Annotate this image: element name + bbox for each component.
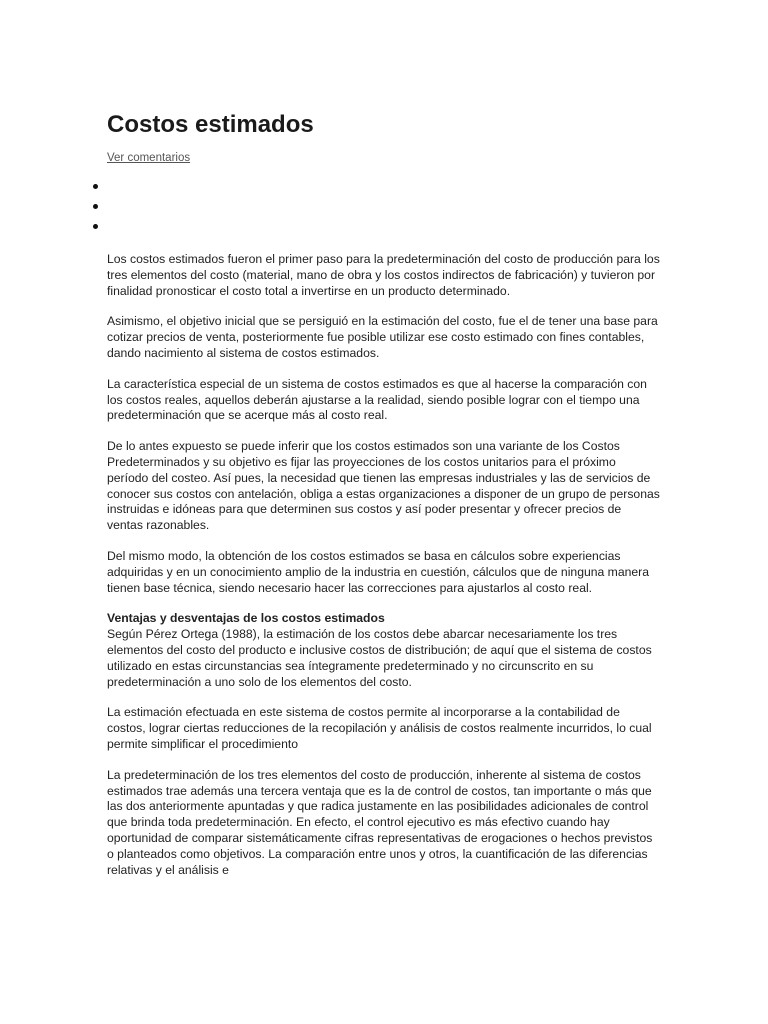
section-heading: Ventajas y desventajas de los costos estimados [107, 611, 385, 626]
paragraph: Los costos estimados fueron el primer paso para la predeterminación del costo de producción para los tres elementos del costo (material, mano de obra y los costos indirectos de fabricación) y tuvieron por finalidad pronosticar el costo total a invertirse en un producto determinado. [107, 252, 660, 298]
paragraph: La estimación efectuada en este sistema de costos permite al incorporarse a la contabilidad de costos, lograr ciertas reducciones de la recopilación y análisis de costos realmente incurridos, lo cual permite simplificar el procedimiento [107, 705, 652, 751]
paragraph: La predeterminación de los tres elementos del costo de producción, inherente al sistema de costos estimados trae además una tercera ventaja que es la de control de costos, tan importante o más que las dos anteriormente apuntadas y que radica justamente en las posibilidades adicionales de control que brinda toda predeterminación. En efecto, el control ejecutivo es más efectivo cuando hay oportunidad de comparar sistemáticamente cifras representativas de erogaciones o hechos previstos o planteados como objetivos. La comparación entre unos y otros, la cuantificación de las diferencias relativas y el análisis e [107, 767, 653, 877]
paragraph: La característica especial de un sistema de costos estimados es que al hacerse la comparación con los costos reales, aquellos deberán ajustarse a la realidad, siendo posible lograr con el tiempo una predeterminación que se acerque más al costo real. [107, 376, 647, 423]
page-title: Costos estimados [107, 111, 314, 138]
share-bullet-list [93, 178, 646, 238]
article-body [107, 252, 660, 878]
paragraph: De lo antes expuesto se puede inferir que los costos estimados son una variante de los Costos Predeterminados y su objetivo es fijar las proyecciones de los costos unitarios para el próximo período del costeo. Así pues, la necesidad que tienen las empresas industriales y las de servicios de conocer sus costos con antelación, obliga a estas organizaciones a disponer de un grupo de personas instruidas e idóneas para que determinen sus costos y así poder presentar y ofrecer precios de ventas razonables. [107, 439, 660, 533]
bullet-item [93, 198, 646, 218]
bullet-item [93, 218, 646, 238]
section-block [107, 611, 660, 690]
paragraph: Asimismo, el objetivo inicial que se persiguió en la estimación del costo, fue el de tener una base para cotizar precios de venta, posteriormente fue posible utilizar ese costo estimado con fines contables, dando nacimiento al sistema de costos estimados. [107, 314, 658, 360]
section-intro: Según Pérez Ortega (1988), la estimación de los costos debe abarcar necesariamente los tres elementos del costo del producto e inclusive costos de distribución; de aquí que el sistema de costos utilizado en estas circunstancias sea íntegramente predeterminado y no circunscrito en su predeterminación a uno solo de los elementos del costo. [107, 627, 652, 689]
paragraph: Del mismo modo, la obtención de los costos estimados se basa en cálculos sobre experiencias adquiridas y en un conocimiento amplio de la industria en cuestión, cálculos que de ninguna manera tienen base técnica, siendo necesario hacer las correcciones para ajustarlos al costo real. [107, 548, 650, 595]
view-comments-link[interactable]: Ver comentarios [107, 152, 191, 164]
bullet-item [93, 178, 646, 198]
article [107, 110, 660, 893]
